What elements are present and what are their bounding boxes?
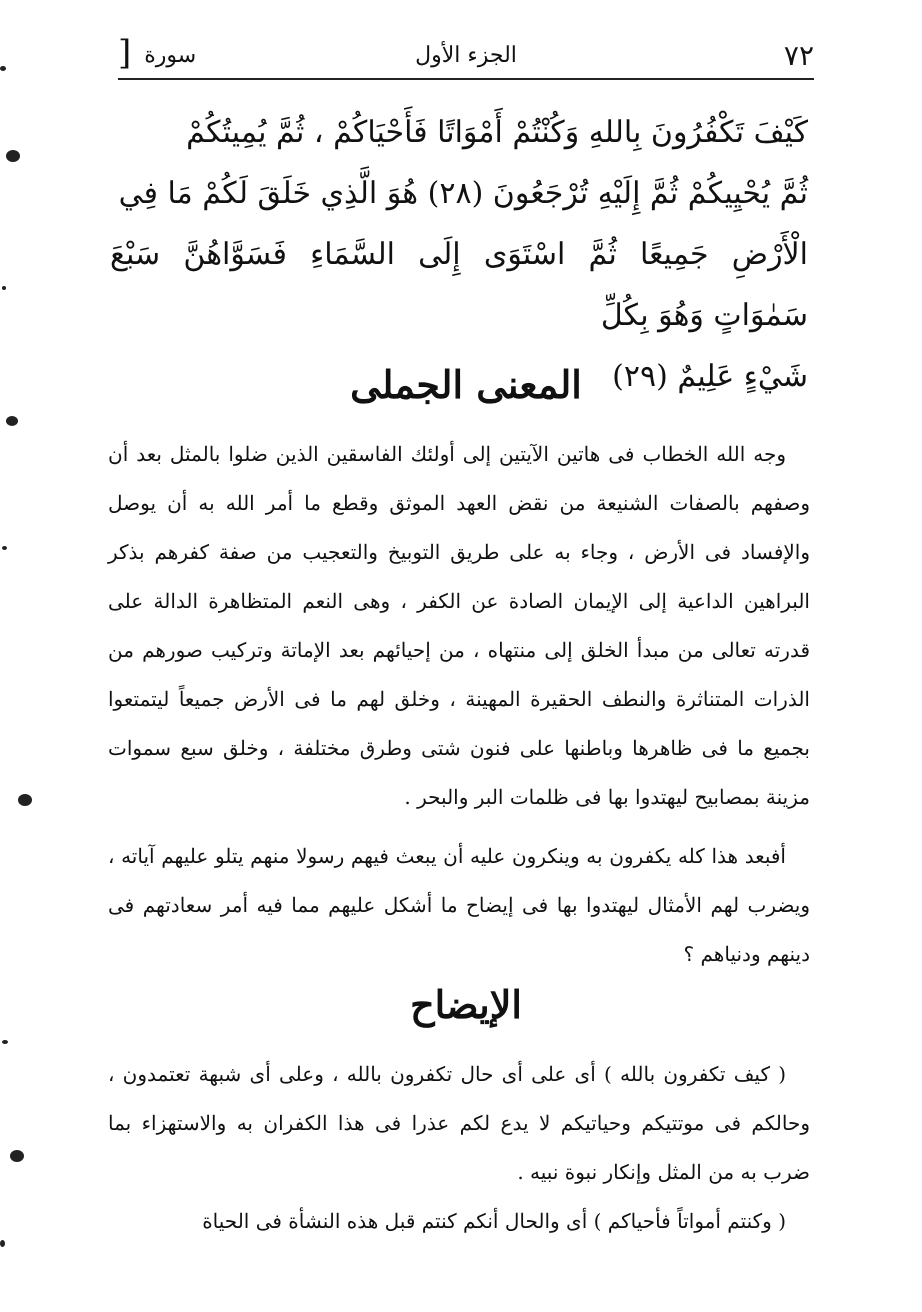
verse-line: الْأَرْضِ جَمِيعًا ثُمَّ اسْتَوَى إِلَى السَّمَاءِ فَسَوَّاهُنَّ سَبْعَ سَمٰوَاتٍ وَهُوَ بِكُلِّ bbox=[110, 237, 808, 333]
page-header bbox=[118, 33, 814, 76]
scan-speck bbox=[0, 1240, 5, 1247]
general-meaning-paragraph-2 bbox=[108, 832, 810, 979]
verse-line: شَيْءٍ عَلِيمٌ (٢٩) bbox=[612, 359, 808, 394]
verse-line: ثُمَّ يُحْيِيكُمْ ثُمَّ إِلَيْهِ تُرْجَعُونَ (٢٨) هُوَ الَّذِي خَلَقَ لَكُمْ مَا فِي bbox=[118, 176, 808, 211]
verse-line: كَيْفَ تَكْفُرُونَ بِاللهِ وَكُنْتُمْ أَمْوَاتًا فَأَحْيَاكُمْ ، ثُمَّ يُمِيتُكُمْ bbox=[186, 115, 808, 150]
general-meaning-paragraph-1 bbox=[108, 430, 810, 822]
paragraph-text: ( كيف تكفرون بالله ) أى على أى حال تكفرون بالله ، وعلى أى شبهة تعتمدون ، وحالكم فى موتتيكم وحياتيكم لا يدع لكم عذرا فى هذا الكفران به والاستهزاء بما ضرب به من المثل وإنكار نبوة نبيه . bbox=[108, 1062, 810, 1184]
explanation-paragraphs bbox=[108, 1050, 810, 1246]
scan-speck bbox=[2, 546, 7, 550]
surah-bracket: [ bbox=[118, 33, 132, 73]
scan-speck bbox=[18, 794, 32, 806]
scan-speck bbox=[2, 1040, 8, 1044]
surah-label-group bbox=[118, 33, 197, 74]
scan-speck bbox=[2, 286, 6, 290]
section-heading-general-meaning: المعنى الجملى bbox=[350, 362, 582, 407]
page-number: ٧٢ bbox=[783, 39, 814, 72]
scan-speck bbox=[10, 1150, 24, 1162]
section-heading-explanation: الإيضاح bbox=[410, 982, 522, 1027]
paragraph-text: ( وكنتم أمواتاً فأحياكم ) أى والحال أنكم كنتم قبل هذه النشأة فى الحياة bbox=[202, 1209, 786, 1233]
paragraph-text: أفبعد هذا كله يكفرون به وينكرون عليه أن يبعث فيهم رسولا منهم يتلو عليهم آياته ، ويضرب لهم الأمثال ليهتدوا بها فى إيضاح ما أشكل عليهم مما فيه أمر سعادتهم فى دينهم ودنياهم ؟ bbox=[108, 844, 810, 966]
juz-title: الجزء الأول bbox=[415, 43, 517, 68]
scan-speck bbox=[6, 150, 20, 162]
scan-speck bbox=[6, 416, 18, 426]
header-rule bbox=[118, 78, 814, 80]
paragraph-text: وجه الله الخطاب فى هاتين الآيتين إلى أولئك الفاسقين الذين ضلوا بالمثل بعد أن وصفهم بالصفات الشنيعة من نقض العهد الموثق وقطع ما أمر الله به أن يوصل والإفساد فى الأرض ، وجاء به على طريق التوبيخ والتعجيب من صفة كفرهم بذكر البراهين الداعية إلى الإيمان الصادة عن الكفر ، وهى النعم المتظاهرة الدالة على قدرته تعالى من مبدأ الخلق إلى منتهاه ، من إحيائهم بعد الإماتة وتركيب صورهم من الذرات المتناثرة والنطف الحقيرة المهينة ، وخلق لهم ما فى الأرض جميعاً ليتمتعوا بجميع ما فى ظاهرها وباطنها على فنون شتى وطرق مختلفة ، وخلق سبع سموات مزينة بمصابيح ليهتدوا بها فى ظلمات البر والبحر . bbox=[108, 442, 810, 809]
scan-speck bbox=[0, 66, 6, 71]
surah-label: سورة bbox=[144, 43, 197, 68]
